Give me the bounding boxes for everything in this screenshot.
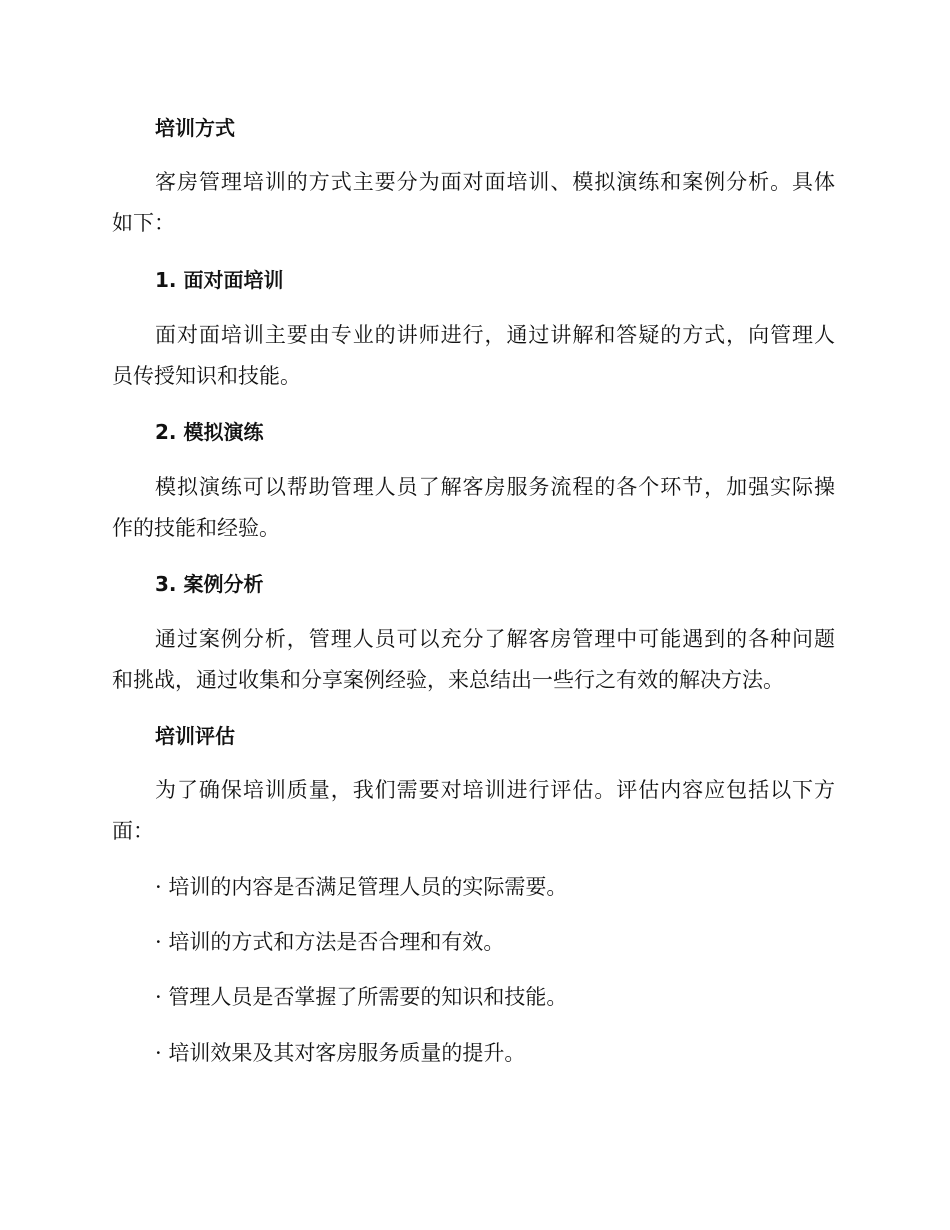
subheading-face-to-face: 1. 面对面培训: [155, 268, 284, 292]
bullet-item: · 培训效果及其对客房服务质量的提升。: [155, 1041, 526, 1065]
bullet-item: · 管理人员是否掌握了所需要的知识和技能。: [155, 985, 568, 1009]
paragraph-line: 作的技能和经验。: [112, 516, 280, 540]
bullet-item: · 培训的方式和方法是否合理和有效。: [155, 930, 505, 954]
paragraph-line: 通过案例分析，管理人员可以充分了解客房管理中可能遇到的各种问题: [155, 627, 835, 651]
paragraph-line: 员传授知识和技能。: [112, 364, 301, 388]
section-heading-training-evaluation: 培训评估: [155, 724, 235, 748]
paragraph-line: 面对面培训主要由专业的讲师进行，通过讲解和答疑的方式，向管理人: [155, 323, 835, 347]
paragraph-line: 和挑战，通过收集和分享案例经验，来总结出一些行之有效的解决方法。: [112, 668, 784, 692]
section-heading-training-methods: 培训方式: [155, 116, 235, 140]
paragraph-line: 模拟演练可以帮助管理人员了解客房服务流程的各个环节，加强实际操: [155, 475, 835, 499]
subheading-simulation: 2. 模拟演练: [155, 420, 264, 444]
subheading-case-analysis: 3. 案例分析: [155, 572, 264, 596]
paragraph-line: 为了确保培训质量，我们需要对培训进行评估。评估内容应包括以下方: [155, 778, 835, 802]
bullet-item: · 培训的内容是否满足管理人员的实际需要。: [155, 875, 568, 899]
paragraph-line: 面：: [112, 819, 154, 843]
paragraph-line: 如下：: [112, 211, 175, 235]
paragraph-line: 客房管理培训的方式主要分为面对面培训、模拟演练和案例分析。具体: [155, 170, 835, 194]
